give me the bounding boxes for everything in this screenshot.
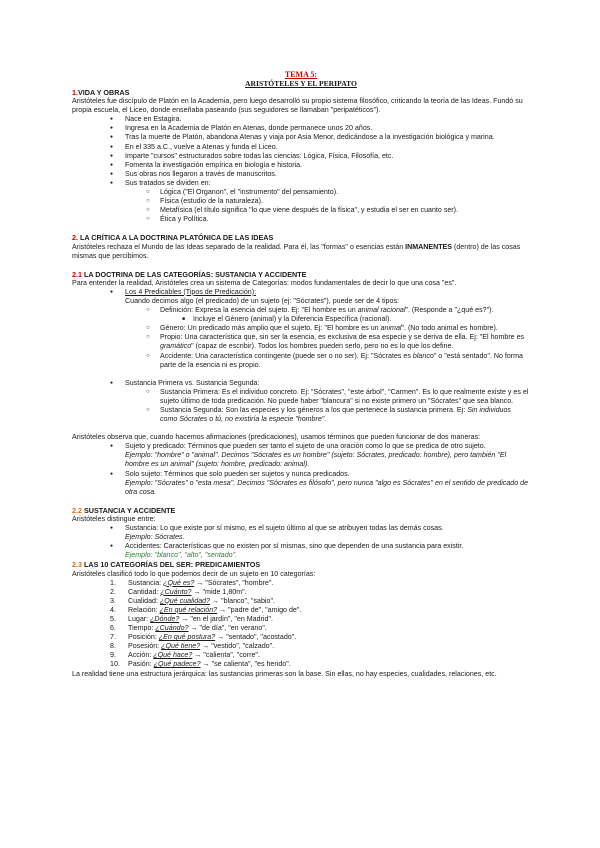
categories-list bbox=[72, 579, 530, 670]
section-2-3-intro: Aristóteles clasificó todo lo que podemos decir de un sujeto en 10 categorías: bbox=[72, 569, 316, 578]
section-1-intro: Aristóteles fue discípulo de Platón en la Academia, pero luego desarrolló su propio sistema filosófico, criticando la teoría de las Ideas. Fundó su propia escuela, el Liceo, donde enseñaba paseando (sus seguidores se llamaban "peripatéticos"). bbox=[72, 97, 523, 115]
list-item: ● Fomenta la investigación empírica en biología e historia. bbox=[72, 161, 530, 170]
substance-item: ● Sustancia: Lo que existe por sí mismo, es el sujeto último al que se atribuyen todas las demás cosas. Ejemplo: Sócrates. bbox=[72, 524, 530, 542]
category-item: 5. Lugar: ¿Dónde? → "en el jardín", "en Madrid". bbox=[110, 614, 273, 623]
section-1-list bbox=[72, 115, 530, 224]
list-item: ● Tras la muerte de Platón, abandona Atenas y viaja por Asia Menor, dedicándose a la investigación biológica y marina. bbox=[72, 133, 530, 142]
category-item: 7. Posición: ¿En qué postura? → "sentado", "acostado". bbox=[110, 633, 297, 642]
list-item: ● Imparte "cursos" estructurados sobre todas las ciencias: Lógica, Física, Filosofía, etc. bbox=[72, 152, 530, 161]
topic-number: TEMA 5: bbox=[284, 70, 318, 79]
category-item: 2. Cantidad: ¿Cuánto? → "mide 1,80m". bbox=[110, 587, 247, 596]
list-item: ● Sus obras nos llegaron a través de manuscritos. bbox=[72, 170, 530, 179]
predicables-item: ● Los 4 Predicables (Tipos de Predicación): Cuando decimos algo (el predicado) de un sujeto (ej: "Sócrates"), puede ser de 4 tipos: bbox=[72, 288, 530, 306]
category-item: 9. Acción: ¿Qué hace? → "calienta", "corre". bbox=[110, 651, 260, 660]
section-2-text: Aristóteles rechaza el Mundo de las Ideas separado de la realidad. Para él, las "formas" o esencias están INMANENTES (dentro) de las cosas mismas que percibimos. bbox=[72, 242, 521, 260]
section-2-2-heading: 2.2 SUSTANCIA Y ACCIDENTE bbox=[72, 505, 176, 515]
subject-predicate-item: ● Sujeto y predicado: Términos que pueden ser tanto el sujeto de una oración como lo que se predica de otro sujeto. Ejemplo: "hombre" o "animal". Decimos "Sócrates es un hombre" (sujeto: Sócrates, predicado: hombre), pero también "El hombre es un animal" (sujeto: hombre, predicado: animal). bbox=[72, 442, 530, 469]
sub-list-item: ○ Lógica ("El Organon", el "instrumento" del pensamiento). bbox=[72, 188, 530, 197]
section-2-3-heading: 2.3 LAS 10 CATEGORÍAS DEL SER: PREDICAMIENTOS bbox=[72, 560, 261, 570]
section-2-1-intro: Para entender la realidad, Aristóteles crea un sistema de Categorías: modos fundamentales de decir lo que una cosa "es". bbox=[72, 278, 457, 287]
genus-item: ○ Género: Un predicado más amplio que el sujeto. Ej: "El hombre es un animal". (No todo animal es hombre). bbox=[72, 324, 530, 333]
substance-types-item: ● Sustancia Primera vs. Sustancia Segunda: bbox=[72, 379, 530, 388]
section-2-1-heading: 2.1 LA DOCTRINA DE LAS CATEGORÍAS: SUSTANCIA Y ACCIDENTE bbox=[72, 269, 307, 279]
list-item: ● En el 335 a.C., vuelve a Atenas y funda el Liceo. bbox=[72, 143, 530, 152]
section-2-2-intro: Aristóteles distingue entre: bbox=[72, 514, 156, 523]
list-item: ● Sus tratados se dividen en: bbox=[72, 179, 530, 188]
section-2-heading: 2. LA CRÍTICA A LA DOCTRINA PLATÓNICA DE LAS IDEAS bbox=[72, 233, 274, 243]
sub-list-item: ○ Ética y Política. bbox=[72, 215, 530, 224]
list-item: ● Ingresa en la Academia de Platón en Atenas, donde permanece unos 20 años. bbox=[72, 124, 530, 133]
sub-list-item: ○ Metafísica (el título significa "lo que viene después de la física", y estudia el ser en cuanto ser). bbox=[72, 206, 530, 215]
category-item: 10. Pasión: ¿Qué padece? → "se calienta", "es herido". bbox=[110, 660, 291, 669]
category-item: 6. Tiempo: ¿Cuándo? → "de día", "en verano". bbox=[110, 624, 267, 633]
accident-item: ○ Accidente: Una característica contingente (puede ser o no ser). Ej: "Sócrates es blanco" o "está sentado". No forma parte de la esencia ni es propio. bbox=[72, 352, 530, 370]
list-item: ● Nace en Estagira. bbox=[72, 115, 530, 124]
category-item: 4. Relación: ¿En qué relación? → "padre de", "amigo de". bbox=[110, 605, 302, 614]
category-item: 1. Sustancia: ¿Qué es? → "Sócrates", "hombre". bbox=[110, 578, 274, 587]
document-page bbox=[72, 70, 530, 679]
category-item: 3. Cualidad: ¿Qué cualidad? → "blanco", "sabio". bbox=[110, 596, 275, 605]
second-substance-item: ○ Sustancia Segunda: Son las especies y los géneros a los que pertenece la sustancia primera. Ej: Sin individuos como Sócrates o tú, no existiría la especie "hombre". bbox=[72, 406, 530, 424]
subject-only-item: ● Solo sujeto: Términos que solo pueden ser sujetos y nunca predicados. Ejemplo: "Sócrates" o "esta mesa". Decimos "Sócrates es filósofo", pero nunca "algo es Sócrates" en el sentido de predicado de otra cosa. bbox=[72, 470, 530, 497]
section-2-3-outro: La realidad tiene una estructura jerárquica: las sustancias primeras son la base. Sin ellas, no hay especies, cualidades, relaciones, etc. bbox=[72, 669, 497, 678]
accidents-item: ● Accidentes: Características que no existen por sí mismas, sino que dependen de una sustancia para existir. Ejemplo: "blanco", "alto", "sentado". bbox=[72, 542, 530, 560]
definition-item: ○ Definición: Expresa la esencia del sujeto. Ej: "El hombre es un animal racional". (Responde a "¿qué es?"). bbox=[72, 306, 530, 315]
section-1-heading: 1.VIDA Y OBRAS bbox=[72, 88, 130, 97]
sub-list-item: ○ Física (estudio de la naturaleza). bbox=[72, 197, 530, 206]
proper-item: ○ Propio: Una característica que, sin ser la esencia, es exclusiva de esa especie y se deriva de ella. Ej: "El hombre es gramático" (capaz de escribir). Todos los hombres pueden serlo, pero no es lo que los define. bbox=[72, 333, 530, 351]
category-item: 8. Posesión: ¿Qué tiene? → "vestido", "calzado". bbox=[110, 642, 275, 651]
first-substance-item: ○ Sustancia Primera: Es el individuo concreto. Ej: "Sócrates", "este árbol", "Carmen". Es lo que realmente existe y es el sujeto último de toda predicación. No puede haber "blancura" si no existe primero un "Sócrates" que sea blanco. bbox=[72, 388, 530, 406]
definition-sub-item: ■ Incluye el Género (animal) y la Diferencia Específica (racional). bbox=[72, 315, 530, 324]
observation-paragraph: Aristóteles observa que, cuando hacemos afirmaciones (predicaciones), usamos términos que pueden funcionar de dos maneras: bbox=[72, 433, 481, 442]
document-title: ARISTÓTELES Y EL PERIPATO bbox=[245, 79, 357, 88]
